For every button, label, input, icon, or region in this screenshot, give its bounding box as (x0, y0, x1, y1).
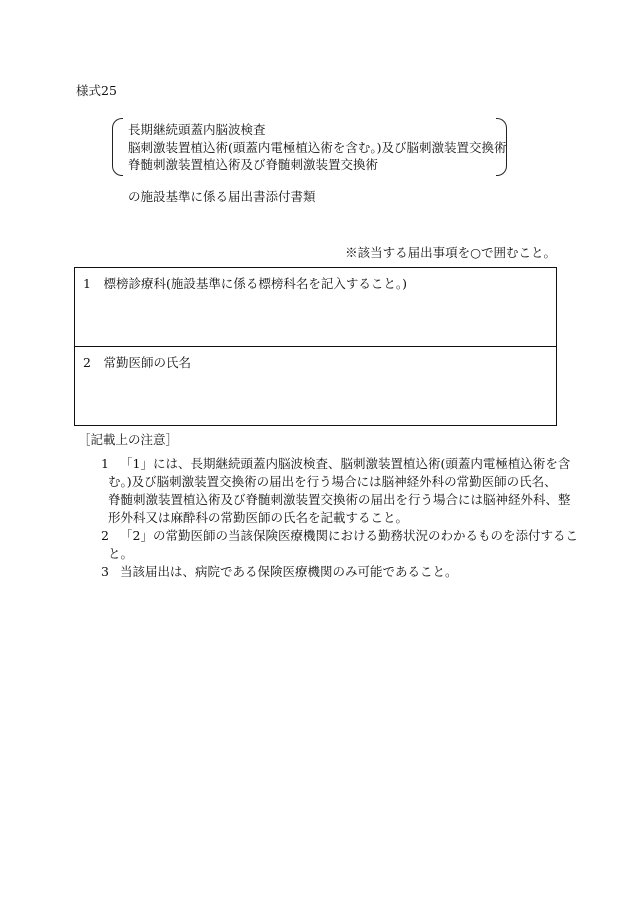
notes-heading: ［記載上の注意］ (78, 432, 179, 447)
title-item: 長期継続頭蓋内脳波検査 (128, 122, 266, 137)
note-line: 「1」には、長期継続頭蓋内脳波検査、脳刺激装置植込術(頭蓋内電極植込術を含 (120, 456, 571, 471)
note-line: む。)及び脳刺激装置交換術の届出を行う場合には脳神経外科の常勤医師の氏名、 (108, 474, 557, 489)
note-line: 「2」の常勤医師の当該保険医療機関における勤務状況のわかるものを添付するこ (120, 528, 578, 543)
title-item: 脳刺激装置植込術(頭蓋内電極植込術を含む。)及び脳刺激装置交換術 (128, 140, 507, 155)
note-number: 3 (101, 564, 109, 579)
note-line: 当該届出は、病院である保険医療機関のみ可能であること。 (120, 564, 458, 579)
title-item: 脊髄刺激装置植込術及び脊髄刺激装置交換術 (128, 157, 379, 172)
note-line: 脊髄刺激装置植込術及び脊髄刺激装置交換術の届出を行う場合には脳神経外科、整 (108, 492, 571, 507)
note-number: 2 (101, 528, 109, 543)
row-label: 1 標榜診療科(施設基準に係る標榜科名を記入すること。) (83, 276, 407, 291)
form-table (74, 267, 557, 426)
note-line: 形外科又は麻酔科の常勤医師の氏名を記載すること。 (108, 510, 409, 525)
form-number: 様式25 (76, 83, 117, 98)
note-number: 1 (101, 456, 109, 471)
table-row-physician[interactable] (75, 346, 556, 425)
instruction: ※該当する届出事項を○で囲むこと。 (345, 245, 556, 260)
row-label: 2 常勤医師の氏名 (83, 355, 191, 370)
table-row-department[interactable] (75, 268, 556, 346)
note-line: と。 (108, 546, 134, 561)
left-bracket (112, 118, 123, 176)
subtitle: の施設基準に係る届出書添付書類 (128, 189, 316, 204)
